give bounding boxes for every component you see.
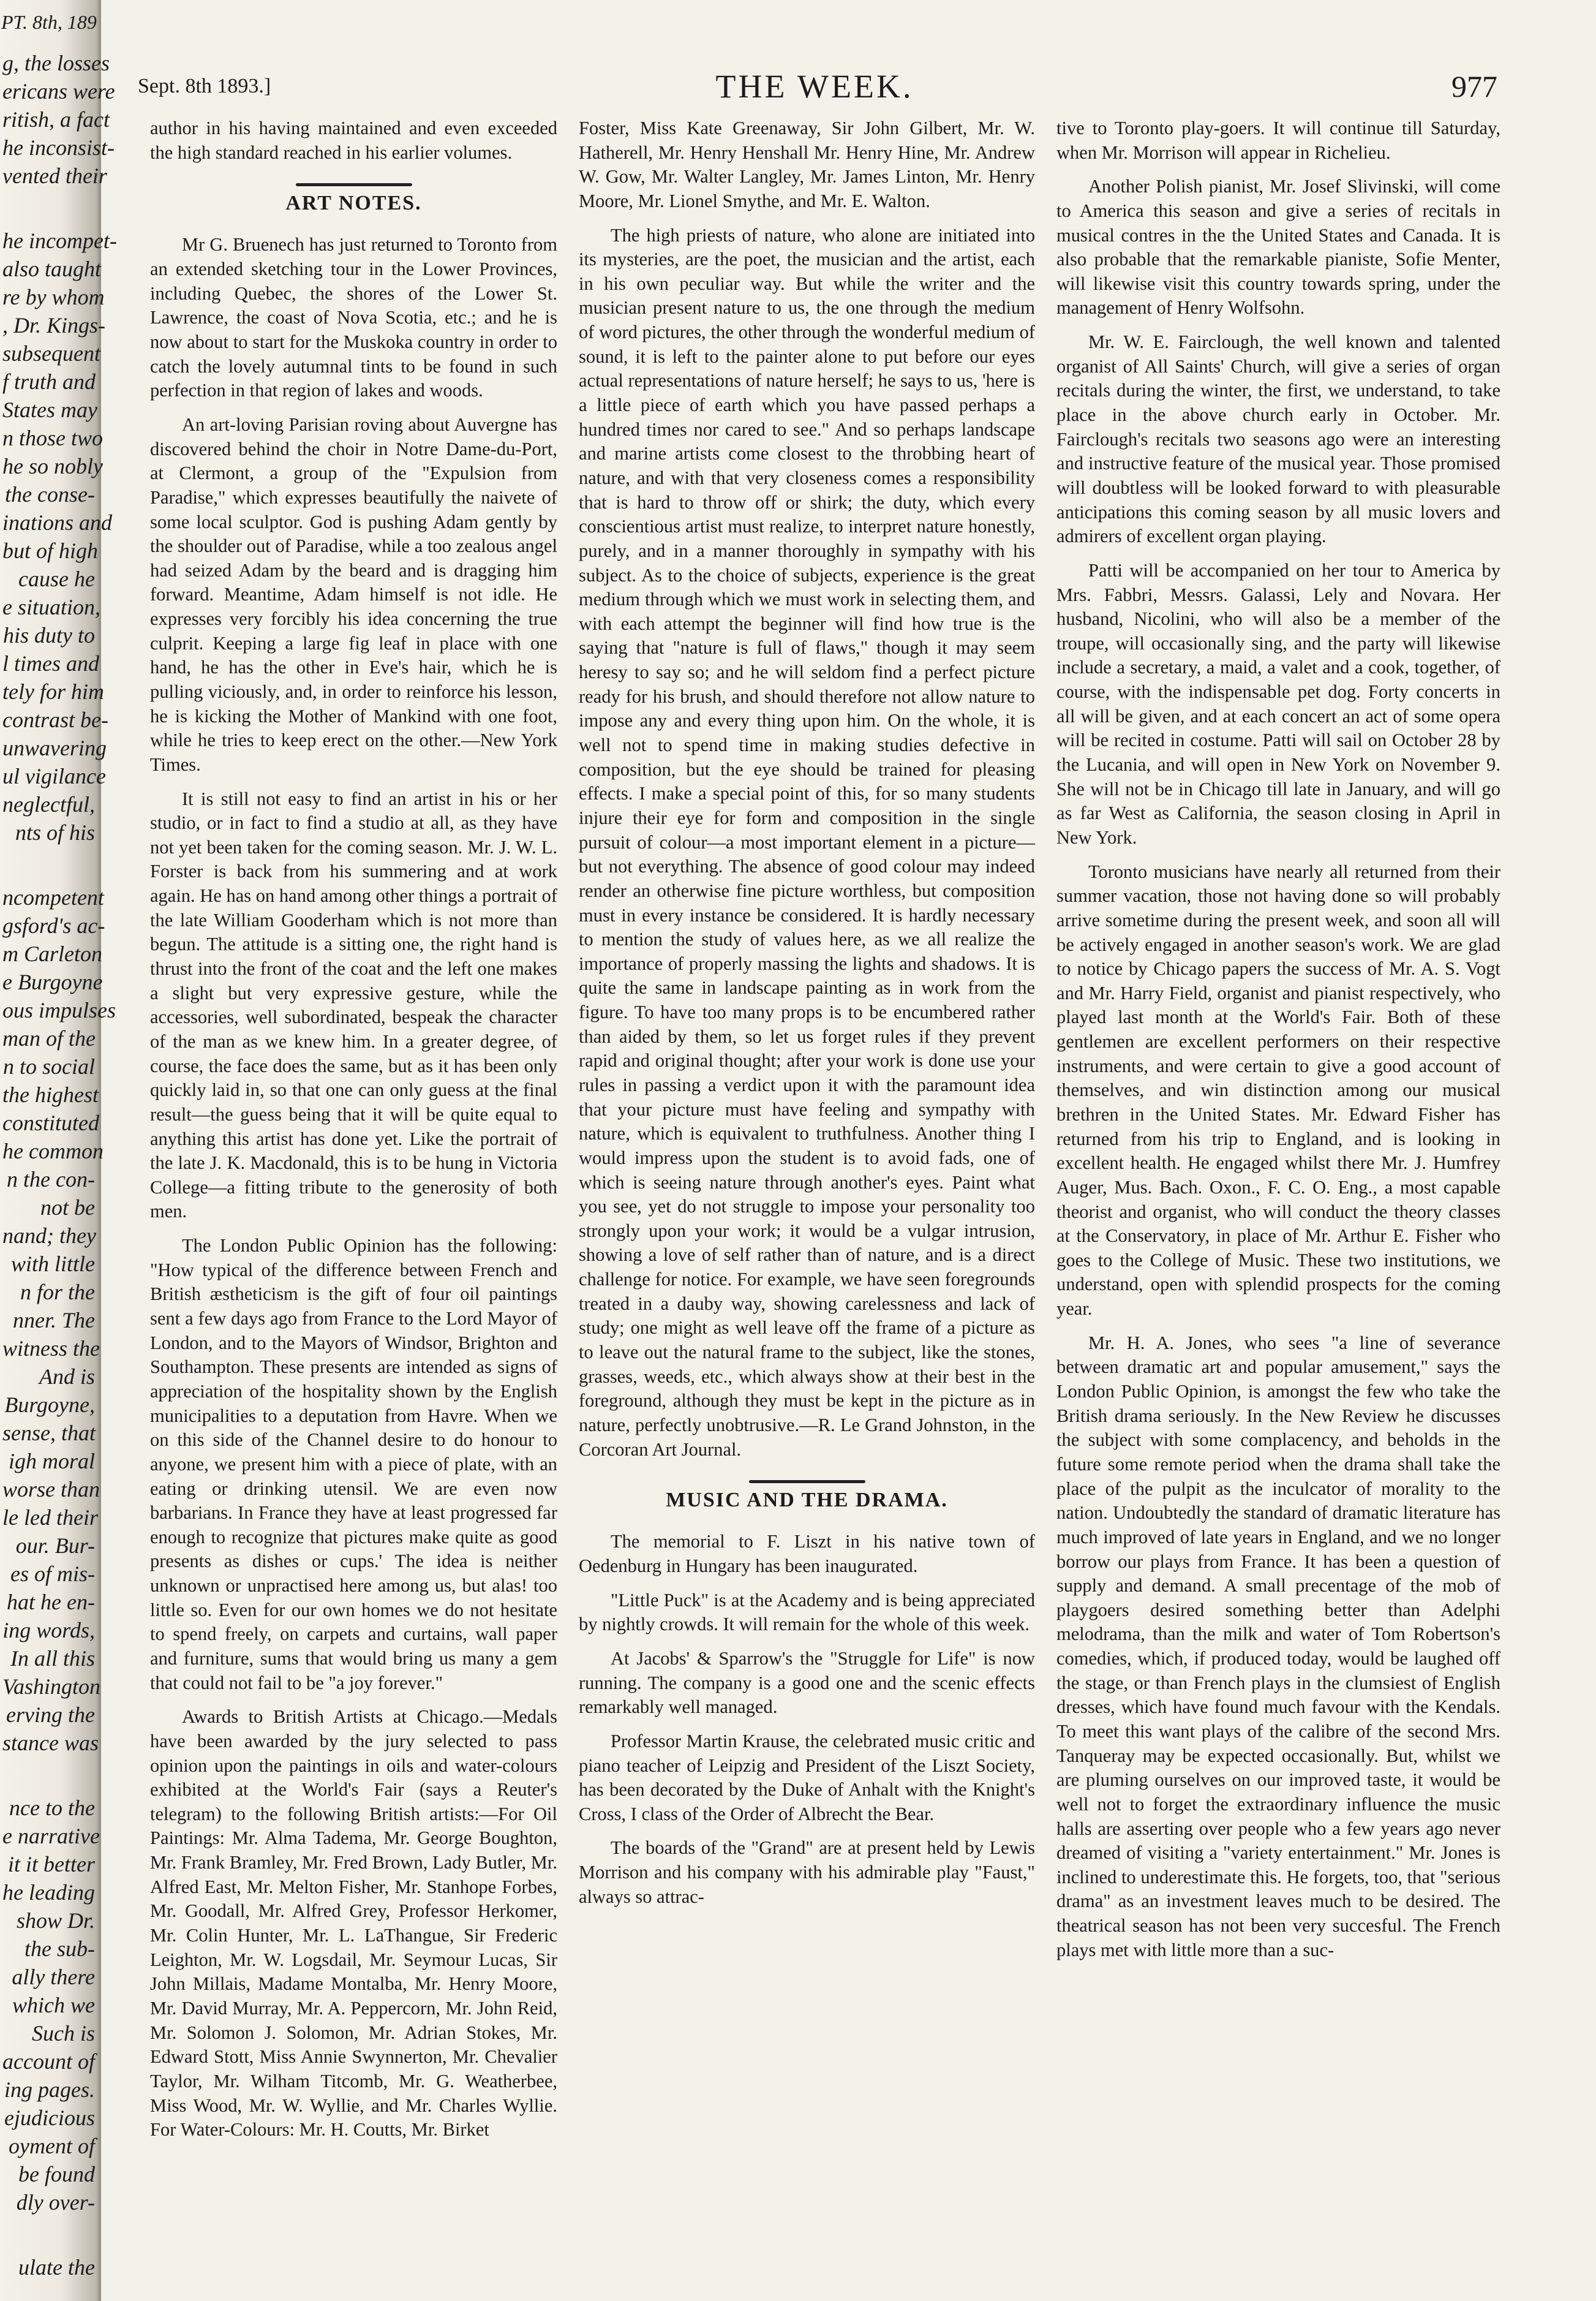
gutter-line: show Dr.	[16, 1908, 95, 1933]
gutter-line	[2, 2216, 95, 2253]
gutter-line: it it better	[8, 1852, 95, 1876]
paragraph: The high priests of nature, who alone are initiated into its mysteries, are the poet, the musician and the artist, each in his own peculiar way. But while the writer and the musician present nature to us, the one through the medium of word pictures, the other through the wonderful medium of sound, it is left to the painter alone to put before our eyes actual representations of nature herself; he says to us, 'here is a little piece of earth which you have passed perhaps a hundred times nor cared to see." And so perhaps landscape and marine artists come closest to the throbbing heart of nature, and with that very closeness comes a responsibility that is hard to throw off or shirk; the duty, which every conscientious artist must realize, to interpret nature honestly, purely, and in a manner thoroughly in sympathy with his subject. As to the choice of subjects, experience is the great medium through which we must work in selecting them, and with each attempt the beginner will find how true is the saying that "nature is full of flaws," though it may seem heresy to say so; and he will seldom find a perfect picture ready for his brush, and should therefore not allow nature to impose any and every thing upon him. On the whole, it is well not to spend time in making studies defective in composition, but the eye should be trained for pleasing effects. I make a special point of this, for so many students injure their eye for form and composition in the single pursuit of colour—a most important element in a picture—but not everything. The absence of good colour may indeed render an otherwise fine picture worthless, but composition must in every instance be considered. It is hardly necessary to mention the study of values here, as we all realize the importance of properly massing the lights and shadows. It is quite the same in landscape painting as in work from the figure. To have too many props is to be encumbered rather than aided by them, so let us forget rules if they prevent rapid and original thought; after your work is done use your rules in passing a verdict upon it with the paramount idea that your picture must have feeling and sympathy with nature, which is equivalent to truthfulness. Another thing I would impress upon the student is to avoid fads, one of which is seeing nature through another's eyes. Paint what you see, yet do not struggle to impose your personality too strongly upon your work; it would be a vulgar intrusion, showing a love of self rather than of nature, and is a direct challenge for notice. For example, we have seen foregrounds treated in a dauby way, showing carelessness and lack of study; one might as well leave off the frame of a picture as to leave out the natural frame to the subject, like the stones, grasses, weeds, etc., which always show at their best in the foreground, although they must be kept in the picture as in nature, perfectly unobtrusive.—R. Le Grand Johnston, in the Corcoran Art Journal.	[579, 224, 1035, 1460]
gutter-line: ally there	[12, 1965, 95, 1989]
page-number: 977	[1451, 69, 1497, 104]
paragraph: At Jacobs' & Sparrow's the "Struggle for Life" is now running. The company is a good one and the scenic effects remarkably well managed.	[579, 1647, 1035, 1718]
gutter-line: he leading	[2, 1880, 95, 1905]
gutter-line: dly over-	[16, 2190, 95, 2215]
gutter-line: In all this	[10, 1646, 95, 1671]
gutter-line: subsequent	[2, 341, 100, 366]
gutter-line: not be	[40, 1195, 95, 1220]
gutter-line: States may	[2, 398, 97, 422]
gutter-line: nner. The	[13, 1308, 95, 1332]
gutter-line: e situation,	[2, 595, 100, 619]
paragraph: Patti will be accompanied on her tour to America by Mrs. Fabbri, Messrs. Galassi, Lely and Novara. Her husband, Nicolini, who will also be a member of the troupe, will occasionally sing, and the party will likewise include a secretary, a maid, a valet and a cook, together, of course, with the indispensable pet dog. Forty concerts in all will be given, and at each concert an act of some opera will be recited in costume. Patti will sail on October 28 by the Lucania, and will open in New York on November 9. She will not be in Chicago till late in January, and will go as far West as California, the season closing in April in New York.	[1056, 559, 1500, 848]
gutter-line	[2, 1757, 95, 1794]
gutter-line: hat he en-	[7, 1590, 95, 1614]
gutter-line: e Burgoyne	[2, 970, 103, 994]
gutter-line: contrast be-	[2, 708, 108, 732]
gutter-line	[2, 847, 95, 883]
gutter-line: And is	[39, 1364, 95, 1389]
gutter-line: constituted	[2, 1111, 99, 1135]
masthead-title: THE WEEK.	[715, 68, 914, 105]
gutter-line: tely for him	[2, 679, 104, 704]
gutter-line: g, the losses	[2, 51, 110, 75]
gutter-line: also taught	[2, 257, 102, 281]
gutter-text	[2, 49, 117, 2281]
section-divider	[749, 1480, 865, 1483]
gutter-line: n those two	[2, 426, 104, 450]
gutter-line: the sub-	[24, 1936, 95, 1961]
gutter-line: nce to the	[9, 1796, 95, 1820]
paragraph: Mr G. Bruenech has just returned to Toronto from an extended sketching tour in the Lower Provinces, including Quebec, the shores of the Lower St. Lawrence, the coast of Nova Scotia, etc.; and he is now about to start for the Muskoka country in order to catch the lovely autumnal tints to be found in such perfection in that region of lakes and woods.	[150, 234, 557, 401]
gutter-line: but of high	[2, 538, 99, 563]
paragraph: "Little Puck" is at the Academy and is being appreciated by nightly crowds. It will remain for the whole of this week.	[579, 1589, 1035, 1635]
gutter-line: neglectful,	[2, 792, 95, 817]
awards-continuation: Foster, Miss Kate Greenaway, Sir John Gilbert, Mr. W. Hatherell, Mr. Henry Henshall Mr. Henry Hine, Mr. Andrew W. Gow, Mr. Walter Langley, Mr. James Linton, Mr. Henry Moore, Mr. Lionel Smythe, and Mr. E. Walton.	[579, 118, 1035, 211]
section-divider	[296, 183, 412, 186]
gutter-line: ncompetent	[2, 885, 104, 910]
gutter-line	[2, 190, 95, 227]
paragraph: Mr. H. A. Jones, who sees "a line of severance between dramatic art and popular amusement," says the London Public Opinion, is amongst the few who take the British drama seriously. In the New Review he discusses the subject with some complacency, and beholds in the future some remote period when the drama shall take the place of the pulpit as the inculcator of morality to the nation. Undoubtedly the standard of dramatic literature has much improved of late years in England, and we no longer borrow our plays from France. It has been a question of supply and demand. A small precentage of the mob of playgoers desired something better than Adelphi melodrama, than the milk and water of Tom Robertson's comedies, which, if produced today, would be laughed off the stage, or than French plays in the clumsiest of English dresses, which have found much favour with the Kendals. To meet this want plays of the calibre of the second Mrs. Tanqueray may be expected occasionally. But, whilst we are pluming ourselves on our improved taste, it would be well not to forget the extraordinary influence the music halls are asserting over people who a few years ago never dreamed of visiting a "variety entertainment." Mr. Jones is inclined to underestimate this. He forgets, too, that "serious drama" as an investment leaves much to be desired. The theatrical season has not been very succesful. The French plays met with little more than a suc-	[1056, 1332, 1500, 1960]
paragraph: An art-loving Parisian roving about Auvergne has discovered behind the choir in Notre Dame-du-Port, at Clermont, a group of the "Expulsion from Paradise," which expresses beautifully the naivete of some local sculptor. God is pushing Adam gently by the shoulder out of Paradise, while a too zealous angel had seized Adam by the beard and is dragging him forward. Meantime, Adam himself is not idle. He expresses very forcibly his idea concerning the true culprit. Keeping a large fig leaf in place with one hand, he has the other in Eve's hair, which he is pulling viciously, and, in order to reinforce his lesson, he is kicking the Mother of Mankind with one foot, while he tries to keep erect on the other.—New York Times.	[150, 414, 557, 775]
gutter-line: witness the	[2, 1336, 100, 1361]
paragraph: Awards to British Artists at Chicago.—Medals have been awarded by the jury selected to pass opinion upon the paintings in oils and water-colours exhibited at the World's Fair (says a Reuter's telegram) to the following British artists:—For Oil Paintings: Mr. Alma Tadema, Mr. George Boughton, Mr. Frank Bramley, Mr. Fred Brown, Lady Butler, Mr. Alfred East, Mr. Melton Fisher, Mr. Stanhope Forbes, Mr. Goodall, Mr. Alfred Grey, Professor Herkomer, Mr. Colin Hunter, Mr. L. LaThangue, Sir Frederic Leighton, Mr. W. Logsdail, Mr. Seymour Lucas, Sir John Millais, Madame Montalba, Mr. Henry Moore, Mr. David Murray, Mr. A. Peppercorn, Mr. John Reid, Mr. Solomon J. Solomon, Mr. Adrian Stokes, Mr. Edward Stott, Miss Annie Swynnerton, Mr. Chevalier Taylor, Mr. Wilham Titcomb, Mr. G. Weatherbee, Miss Wood, Mr. W. Wyllie, and Mr. Charles Wyllie. For Water-Colours: Mr. H. Coutts, Mr. Birket	[150, 1706, 557, 2140]
column-2	[579, 116, 1035, 2285]
gutter-line: man of the	[2, 1026, 96, 1051]
gutter-header: PT. 8th, 189	[1, 11, 97, 33]
gutter-line: Vashington	[2, 1674, 101, 1699]
paragraph: The boards of the "Grand" are at present held by Lewis Morrison and his company with his admirable play "Faust," always so attrac-	[579, 1837, 1035, 1907]
gutter-line: stance was	[2, 1731, 99, 1755]
paragraph: Professor Martin Krause, the celebrated music critic and piano teacher of Leipzig and President of the Liszt Society, has been decorated by the Duke of Anhalt with the Knight's Cross, I class of the Order of Albrecht the Bear.	[579, 1730, 1035, 1824]
grand-continuation: tive to Toronto play-goers. It will continue till Saturday, when Mr. Morrison will appear in Richelieu.	[1056, 118, 1500, 163]
gutter-line: nts of his	[15, 820, 95, 845]
gutter-line: he so nobly	[2, 454, 103, 478]
paragraph: Another Polish pianist, Mr. Josef Slivinski, will come to America this season and give a series of recitals in musical contres in the the United States and Canada. It is also probable that the remarkable pianiste, Sofie Menter, will likewise visit this country towards spring, under the management of Henry Wolfsohn.	[1056, 176, 1500, 319]
gutter-line: worse than	[2, 1477, 100, 1502]
gutter-line: sense, that	[2, 1421, 96, 1445]
gutter-line: n for the	[20, 1280, 95, 1304]
gutter-line: he inconsist-	[2, 135, 115, 160]
gutter-line: he incompet-	[2, 229, 117, 253]
gutter-line: his duty to	[3, 623, 95, 648]
gutter-line: re by whom	[2, 285, 105, 309]
gutter-line: es of mis-	[10, 1562, 95, 1586]
gutter-line: ritish, a fact	[2, 107, 110, 132]
gutter-line: m Carleton	[2, 942, 103, 966]
column-3	[1056, 116, 1500, 2285]
gutter-line: ing pages.	[4, 2077, 95, 2102]
gutter-line: n the con-	[7, 1167, 95, 1192]
music-drama-heading: MUSIC AND THE DRAMA.	[666, 1489, 948, 1512]
gutter-line: Such is	[32, 2021, 95, 2046]
art-notes-heading: ART NOTES.	[285, 192, 422, 215]
gutter-line: nand; they	[2, 1223, 96, 1248]
paragraph: It is still not easy to find an artist in his or her studio, or in fact to find a studio at all, as they have not yet been taken for the coming season. Mr. J. W. L. Forster is back from his summering and at work again. He has on hand among other things a portrait of the late William Gooderham which is not more than begun. The attitude is a sitting one, the right hand is thrust into the front of the coat and the left one makes a slight but very expressive gesture, while the accessories, well subordinated, bespeak the character of the man as we knew him. In a greater degree, of course, the face does the same, but as it has been only quickly laid in, so that one can only guess at the final result—the guess being that it will be quite equal to anything this artist has done yet. Like the portrait of the late J. K. Macdonald, this is to be hung in Victoria College—a fitting tribute to the generosity of both men.	[150, 788, 557, 1222]
paragraph: Mr. W. E. Fairclough, the well known and talented organist of All Saints' Church, will give a series of organ recitals during the winter, the first, we understand, to take place in the above church early in October. Mr. Fairclough's recitals two seasons ago were an interesting and instructive feature of the musical year. Those promised will doubtless will be looked forward to with pleasurable anticipations this coming season by all music lovers and admirers of excellent organ playing.	[1056, 331, 1500, 547]
gutter-line: ulate the	[18, 2255, 95, 2280]
previous-page-gutter	[0, 0, 117, 2301]
gutter-line: cause he	[18, 567, 95, 591]
gutter-line: le led their	[2, 1505, 98, 1530]
gutter-line: be found	[18, 2162, 95, 2186]
gutter-line: our. Bur-	[15, 1533, 95, 1558]
gutter-line: ejudicious	[4, 2106, 95, 2130]
paragraph: The memorial to F. Liszt in his native town of Oedenburg in Hungary has been inaugurated.	[579, 1531, 1035, 1577]
gutter-line: l times and	[2, 651, 99, 676]
gutter-line: gsford's ac-	[2, 913, 105, 938]
gutter-line: he common	[2, 1139, 104, 1163]
gutter-line: ing words,	[2, 1618, 95, 1642]
column-1	[150, 116, 557, 2285]
gutter-line: ul vigilance	[2, 764, 106, 788]
gutter-line: e narrative	[2, 1824, 100, 1848]
gutter-line: unwavering	[2, 736, 107, 760]
gutter-line: with little	[10, 1252, 95, 1276]
gutter-line: the highest	[2, 1082, 99, 1107]
gutter-line: erving the	[6, 1702, 95, 1727]
page-header	[132, 67, 1497, 116]
gutter-line: f truth and	[2, 369, 96, 394]
gutter-line: ericans were	[2, 79, 115, 104]
gutter-line: igh moral	[8, 1449, 95, 1473]
gutter-line: n to social	[3, 1054, 95, 1079]
gutter-line: vented their	[2, 164, 107, 188]
gutter-line: account of	[2, 2049, 95, 2074]
gutter-line: the conse-	[5, 482, 95, 507]
paragraph: Toronto musicians have nearly all returned from their summer vacation, those not having done so will probably arrive sometime during the present week, and soon all will be actively engaged in another season's work. We are glad to notice by Chicago papers the success of Mr. A. S. Vogt and Mr. Harry Field, organist and pianist respectively, who played last month at the World's Fair. Both of these gentlemen are excellent performers on their respective instruments, and were certain to give a good account of themselves, and win distinction among our musical brethren in the United States. Mr. Edward Fisher has returned from his trip to England, and is looking in excellent health. He engaged whilst there Mr. J. Humfrey Auger, Mus. Bach. Oxon., F. C. O. Eng., a most capable theorist and organist, who will conduct the theory classes at the Conservatory, in place of Mr. Arthur E. Fisher who goes to the College of Music. These two institutions, we understand, open with splendid prospects for the coming year.	[1056, 861, 1500, 1320]
review-continuation: author in his having maintained and even exceeded the high standard reached in his earlier volumes.	[150, 118, 557, 163]
gutter-line: which we	[12, 1993, 95, 2017]
gutter-line: ous impulses	[2, 998, 116, 1022]
gutter-line: , Dr. Kings-	[2, 313, 106, 338]
gutter-line: inations and	[2, 510, 113, 535]
issue-date: Sept. 8th 1893.]	[138, 75, 271, 97]
paragraph: The London Public Opinion has the following: "How typical of the difference between French and British æstheticism is the gift of four oil paintings sent a few days ago from France to the Lord Mayor of London, and to the Mayors of Windsor, Brighton and Southampton. These presents are intended as signs of appreciation of the hospitality shown by the English municipalities to a deputation from Havre. When we on this side of the Channel desire to do honour to anyone, we present him with a piece of plate, with an eating or drinking utensil. We are even now barbarians. In France they have at least progressed far enough to recognize that pictures make quite as good presents as dishes or cups.' The idea is neither unknown or unpractised here among us, but alas! too little so. Even for our own homes we do not hesitate to spend freely, on carpets and curtains, wall paper and furniture, sums that would bring us many a gem that could not fail to be "a joy forever."	[150, 1235, 557, 1693]
gutter-line: Burgoyne,	[4, 1392, 95, 1417]
gutter-line: oyment of	[9, 2134, 95, 2158]
